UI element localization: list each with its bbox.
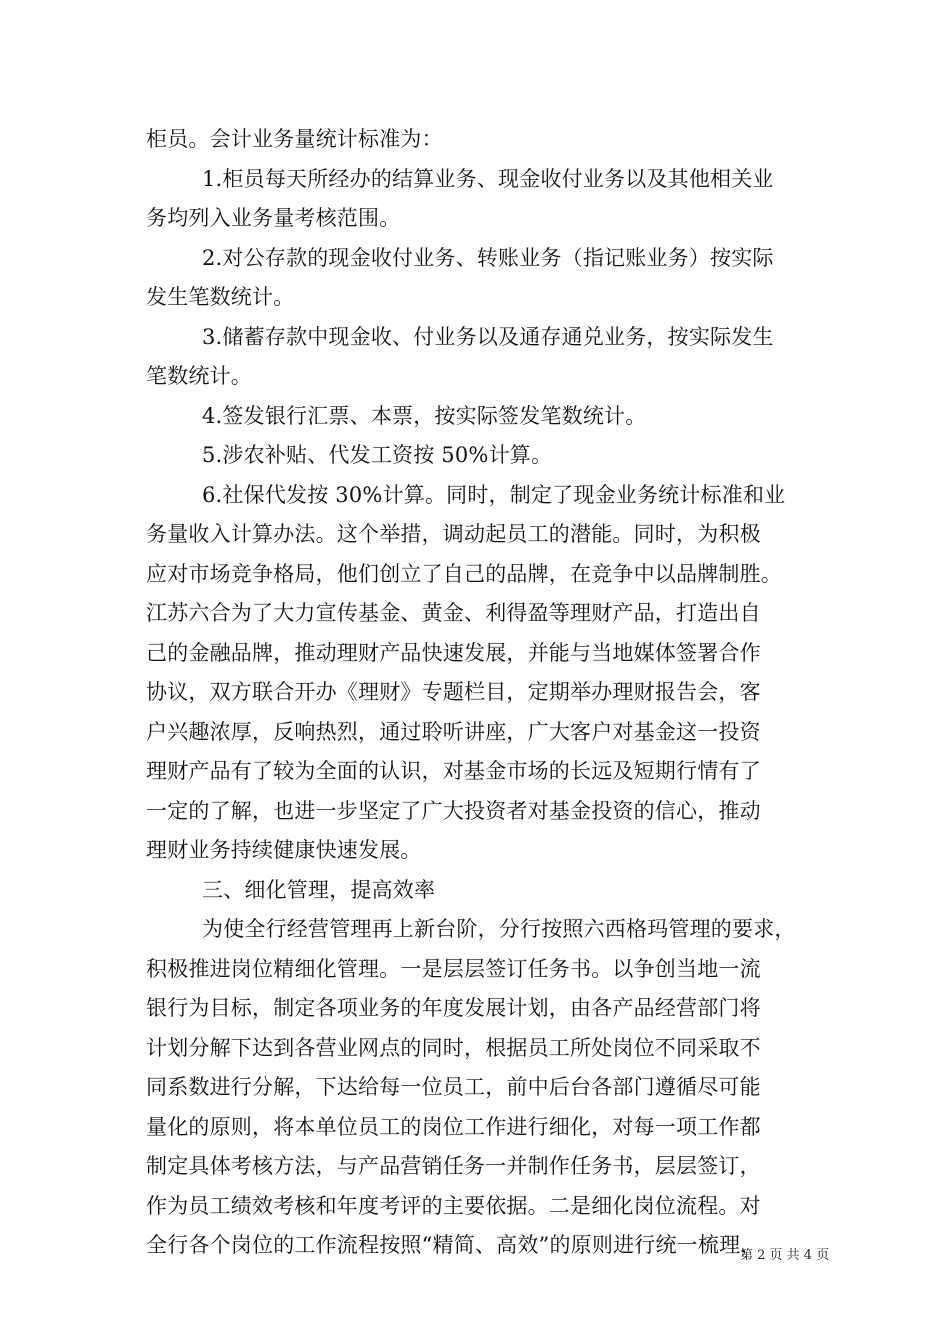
text-line: 发生笔数统计。 <box>146 285 295 309</box>
text-line: 应对市场竞争格局，他们创立了自己的品牌，在竞争中以品牌制胜。 <box>146 561 782 586</box>
text-line: 三、细化管理，提高效率 <box>202 877 436 902</box>
text-line: 4.签发银行汇票、本票，按实际签发笔数统计。 <box>202 403 647 428</box>
text-line: 全行各个岗位的工作流程按照“精简、高效”的原则进行统一梳理， <box>146 1233 762 1257</box>
text-line: 6.社保代发按 30%计算。同时，制定了现金业务统计标准和业 <box>202 482 786 507</box>
text-line: 1.柜员每天所经办的结算业务、现金收付业务以及其他相关业 <box>202 166 774 191</box>
text-line: 制定具体考核方法，与产品营销任务一并制作任务书，层层签订， <box>146 1154 761 1178</box>
text-line: 柜员。会计业务量统计标准为： <box>146 127 443 151</box>
text-line: 一定的了解，也进一步坚定了广大投资者对基金投资的信心，推动 <box>146 798 761 823</box>
text-line: 计划分解下达到各营业网点的同时，根据员工所处岗位不同采取不 <box>146 1035 761 1060</box>
text-line: 银行为目标，制定各项业务的年度发展计划，由各产品经营部门将 <box>146 996 761 1020</box>
text-line: 理财业务持续健康快速发展。 <box>146 838 422 862</box>
text-line: 协议，双方联合开办《理财》专题栏目，定期举办理财报告会，客 <box>146 680 761 704</box>
text-line: 积极推进岗位精细化管理。一是层层签订任务书。以争创当地一流 <box>146 956 761 981</box>
text-line: 同系数进行分解，下达给每一位员工，前中后台各部门遵循尽可能 <box>146 1075 761 1099</box>
text-line: 江苏六合为了大力宣传基金、黄金、利得盈等理财产品，打造出自 <box>146 601 761 625</box>
text-line: 笔数统计。 <box>146 364 252 388</box>
text-line: 务量收入计算办法。这个举措，调动起员工的潜能。同时，为积极 <box>146 522 761 546</box>
text-line: 3.储蓄存款中现金收、付业务以及通存通兑业务，按实际发生 <box>202 324 774 349</box>
text-line: 户兴趣浓厚，反响热烈，通过聆听讲座，广大客户对基金这一投资 <box>146 719 761 744</box>
text-line: 作为员工绩效考核和年度考评的主要依据。二是细化岗位流程。对 <box>146 1193 761 1218</box>
text-line: 2.对公存款的现金收付业务、转账业务（指记账业务）按实际 <box>202 245 774 270</box>
text-line: 5.涉农补贴、代发工资按 50%计算。 <box>202 443 553 467</box>
text-line: 为使全行经营管理再上新台阶，分行按照六西格玛管理的要求， <box>202 917 796 941</box>
text-line: 务均列入业务量考核范围。 <box>146 206 401 230</box>
text-line: 量化的原则，将本单位员工的岗位工作进行细化，对每一项工作都 <box>146 1114 761 1139</box>
page-number-footer: 第 2 页 共 4 页 <box>740 1248 830 1263</box>
document-body <box>146 120 826 1266</box>
text-line: 理财产品有了较为全面的认识，对基金市场的长远及短期行情有了 <box>146 759 761 783</box>
text-line: 己的金融品牌，推动理财产品快速发展，并能与当地媒体签署合作 <box>146 640 761 665</box>
